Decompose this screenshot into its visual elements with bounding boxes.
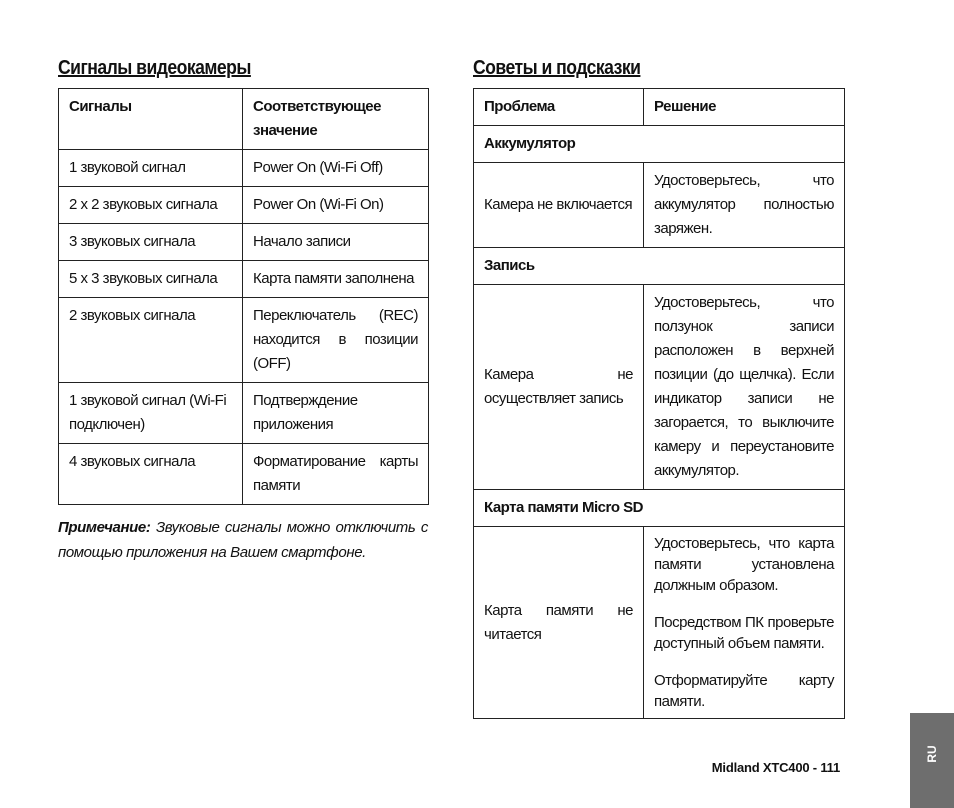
meaning-cell: Начало записи (243, 224, 429, 261)
table-row (59, 187, 429, 224)
table-row (59, 298, 429, 383)
problem-cell: Камера не включается (474, 163, 644, 248)
language-label: RU (925, 745, 939, 763)
meaning-cell: Power On (Wi-Fi On) (243, 187, 429, 224)
signal-cell: 5 х 3 звуковых сигнала (59, 261, 243, 298)
meaning-cell: Переключатель (REC) находится в позиции (OFF) (243, 298, 429, 383)
signal-cell: 4 звуковых сигнала (59, 444, 243, 505)
table-row (59, 261, 429, 298)
table-row (59, 444, 429, 505)
solution-cell (644, 527, 845, 719)
table-header-row (474, 89, 845, 126)
section-header-row (474, 248, 845, 285)
tips-section-title: Советы и подсказки (473, 57, 641, 79)
solution-cell: Удостоверьтесь, что аккумулятор полностью заряжен. (644, 163, 845, 248)
problem-cell: Камера не осуществляет запись (474, 285, 644, 490)
meaning-cell: Подтверждение приложения (243, 383, 429, 444)
note-text: Звуковые сигналы можно отключить с помощью приложения на Вашем смартфоне. (58, 519, 428, 561)
solution-line: Посредством ПК проверьте доступный объем памяти. (654, 614, 834, 652)
note-paragraph (58, 515, 428, 565)
signal-cell: 1 звуковой сигнал (59, 150, 243, 187)
table-row (59, 224, 429, 261)
table-row (59, 383, 429, 444)
column-header: Соответствующее значение (243, 89, 429, 150)
solution-cell: Удостоверьтесь, что ползунок записи расположен в верхней позиции (до щелчка). Если индикатор записи не загорается, то выключите камеру и переустановите аккумулятор. (644, 285, 845, 490)
meaning-cell: Форматирование карты памяти (243, 444, 429, 505)
signal-cell: 3 звуковых сигнала (59, 224, 243, 261)
column-header: Решение (644, 89, 845, 126)
column-header: Проблема (474, 89, 644, 126)
signal-cell: 1 звуковой сигнал (Wi-Fi подключен) (59, 383, 243, 444)
section-header-row (474, 490, 845, 527)
meaning-cell: Power On (Wi-Fi Off) (243, 150, 429, 187)
table-row (59, 150, 429, 187)
section-name: Аккумулятор (474, 126, 845, 163)
column-header: Сигналы (59, 89, 243, 150)
signals-table (58, 88, 429, 505)
table-row (474, 163, 845, 248)
meaning-cell: Карта памяти заполнена (243, 261, 429, 298)
language-tab (910, 713, 954, 808)
table-row (474, 527, 845, 719)
signal-cell: 2 звуковых сигнала (59, 298, 243, 383)
solution-line: Отформатируйте карту памяти. (654, 672, 834, 710)
page-footer: Midland XTC400 - 111 (711, 760, 840, 775)
solution-line: Удостоверьтесь, что карта памяти установлена должным образом. (654, 535, 834, 594)
section-name: Запись (474, 248, 845, 285)
problem-cell: Карта памяти не читается (474, 527, 644, 719)
section-name: Карта памяти Micro SD (474, 490, 845, 527)
table-row (474, 285, 845, 490)
table-header-row (59, 89, 429, 150)
signals-section-title: Сигналы видеокамеры (58, 57, 251, 79)
note-label: Примечание: (58, 519, 151, 536)
signal-cell: 2 х 2 звуковых сигнала (59, 187, 243, 224)
tips-table (473, 88, 845, 719)
section-header-row (474, 126, 845, 163)
